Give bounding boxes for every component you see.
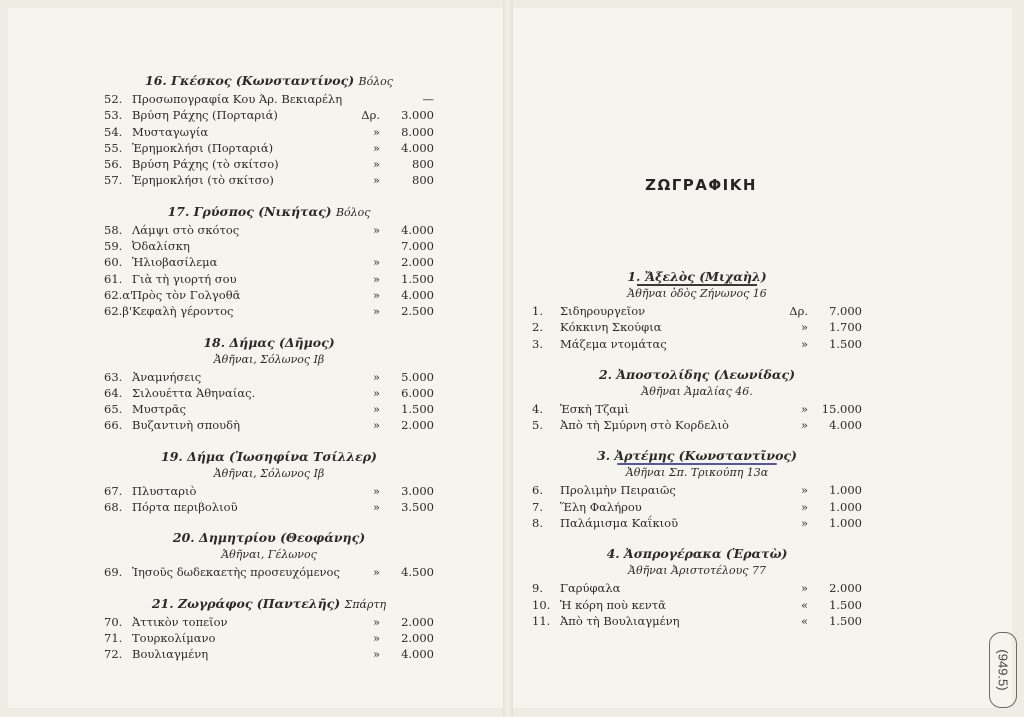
artwork-title: Μυσταγωγία xyxy=(132,124,209,139)
artist-entry xyxy=(532,447,862,531)
artwork-row xyxy=(104,417,434,433)
artwork-number: 62.β' xyxy=(104,304,133,319)
archive-stamp xyxy=(989,632,1017,708)
artwork-title: Βρύση Ράχης (τὸ σκίτσο) xyxy=(132,157,279,172)
artwork-price: 6.000 xyxy=(401,385,434,400)
artwork-row xyxy=(104,254,434,270)
artwork-title: Τουρκολίμανο xyxy=(132,630,216,645)
artwork-row xyxy=(532,303,862,319)
artwork-row xyxy=(104,630,434,646)
artwork-row xyxy=(104,140,434,156)
artwork-title: Ἀπὸ τὴ Σμύρνη στὸ Κορδελιὸ xyxy=(560,418,729,433)
artwork-row xyxy=(104,614,434,630)
artwork-row xyxy=(104,646,434,662)
artwork-currency: » xyxy=(372,483,380,498)
artwork-currency: » xyxy=(372,140,380,155)
artwork-title: Γιὰ τὴ γιορτή σου xyxy=(132,271,237,286)
artwork-title: Ἐσκὴ Τζαμὶ xyxy=(560,401,630,416)
artwork-price: 1.000 xyxy=(829,499,862,514)
artwork-price: 1.500 xyxy=(401,271,434,286)
artwork-currency xyxy=(344,238,390,254)
artist-address: Ἀθῆναι, Σόλωνος Ιβ xyxy=(213,352,325,366)
artwork-row xyxy=(532,597,862,613)
artist-heading xyxy=(532,447,862,465)
artist-entry xyxy=(532,366,862,434)
artwork-row xyxy=(104,238,434,254)
artwork-title: Ἐρημοκλήσι (τὸ σκίτσο) xyxy=(132,173,274,188)
artwork-row xyxy=(104,287,434,303)
artwork-title: Προσωπογραφία Κου Άρ. Βεκιαρέλη xyxy=(132,92,343,106)
artist-entry xyxy=(104,72,434,189)
artwork-title: Ἀττικὸν τοπεῖον xyxy=(132,614,228,629)
artwork-price: 2.500 xyxy=(401,304,434,319)
artwork-row xyxy=(104,401,434,417)
artwork-title: Προλιμὴν Πειραιῶς xyxy=(560,483,676,498)
artwork-title: Ἡ κόρη ποὺ κεντᾶ xyxy=(560,597,666,612)
artwork-number: 59. xyxy=(104,239,123,254)
artwork-title: Πόρτα περιβολιοῦ xyxy=(132,500,238,515)
artwork-currency: » xyxy=(800,418,808,433)
artwork-currency: » xyxy=(800,581,808,596)
artwork-price: 15.000 xyxy=(821,401,862,416)
artwork-price: 3.000 xyxy=(401,483,434,498)
artist-city: Βόλος xyxy=(358,75,393,88)
artist-name: 4. Ἀσπρογέρακα (Ἐρατὼ) xyxy=(606,546,788,562)
artist-name: 21. Ζωγράφος (Παντελῆς) xyxy=(151,595,341,611)
artwork-row xyxy=(104,271,434,287)
artwork-price: 800 xyxy=(412,173,434,188)
artist-heading xyxy=(532,268,862,286)
artwork-title: Ἕλη Φαλήρου xyxy=(560,499,642,514)
artwork-row xyxy=(104,91,434,107)
artwork-currency: » xyxy=(372,173,380,188)
artwork-title: Ἡλιοβασίλεμα xyxy=(132,255,218,270)
artwork-title: Πρὸς τὸν Γολγοθᾶ xyxy=(132,287,241,302)
artwork-row xyxy=(104,499,434,515)
artwork-row xyxy=(104,156,434,172)
artist-name: 20. Δημητρίου (Θεοφάνης) xyxy=(172,530,366,546)
artwork-currency: » xyxy=(372,630,380,645)
artwork-number: 9. xyxy=(532,581,543,596)
artist-address: Ἀθῆναι Ἀριστοτέλους 77 xyxy=(628,564,766,578)
artwork-currency: » xyxy=(372,500,380,515)
artwork-currency xyxy=(344,91,390,107)
artwork-number: 1. xyxy=(532,304,543,318)
artist-name: 18. Δήμας (Δῆμος) xyxy=(203,334,335,350)
artist-address: Ἀθῆναι Ἀμαλίας 46. xyxy=(641,384,753,398)
artwork-number: 52. xyxy=(104,92,123,106)
artwork-title: Σιδηρουργεῖον xyxy=(560,304,646,318)
artwork-number: 4. xyxy=(532,401,543,416)
artwork-currency: « xyxy=(800,613,808,628)
artwork-title: Κόκκινη Σκούφια xyxy=(560,320,662,335)
artist-name: 3. Ἀρτέμης (Κωνσταντῖνος) xyxy=(597,448,797,464)
artwork-number: 55. xyxy=(104,140,123,155)
artwork-currency: Δρ. xyxy=(789,304,808,318)
artwork-currency: » xyxy=(800,516,808,531)
artwork-currency: » xyxy=(372,402,380,417)
artwork-row xyxy=(104,385,434,401)
artwork-row xyxy=(104,124,434,140)
section-heading xyxy=(596,176,806,194)
artwork-price: 2.000 xyxy=(401,255,434,270)
artist-entry xyxy=(104,595,434,663)
artwork-currency: » xyxy=(372,647,380,662)
artwork-currency: » xyxy=(372,385,380,400)
artwork-number: 6. xyxy=(532,483,543,498)
artwork-row xyxy=(104,222,434,238)
artwork-number: 72. xyxy=(104,647,123,662)
artwork-price: 7.000 xyxy=(401,239,434,254)
artist-heading xyxy=(104,529,434,547)
artist-heading xyxy=(104,203,434,222)
artwork-title: Βουλιαγμένη xyxy=(132,647,209,662)
artwork-currency: » xyxy=(372,418,380,433)
artwork-row xyxy=(532,515,862,531)
artwork-currency: » xyxy=(800,483,808,498)
artwork-currency: » xyxy=(372,369,380,384)
artwork-price: 4.000 xyxy=(401,647,434,662)
artwork-currency: » xyxy=(372,271,380,286)
artwork-number: 56. xyxy=(104,157,123,172)
section-heading-text: ΖΩΓΡΑΦΙΚΗ xyxy=(645,176,757,194)
artwork-title: Βρύση Ράχης (Πορταριά) xyxy=(132,108,278,123)
artwork-price: 2.000 xyxy=(401,630,434,645)
artist-entry xyxy=(104,334,434,434)
artist-name: 19. Δήμα (Ἰωσηφίνα Τσίλλερ) xyxy=(161,448,377,464)
artist-address: Ἀθῆναι, Σόλωνος Ιβ xyxy=(213,466,325,480)
artwork-price: 1.500 xyxy=(829,336,862,351)
artwork-currency: » xyxy=(372,157,380,172)
artwork-number: 62.α' xyxy=(104,287,134,302)
artwork-row xyxy=(104,483,434,499)
archive-stamp-text: (949.5) xyxy=(995,649,1011,691)
artwork-price: 2.000 xyxy=(401,614,434,629)
artwork-price: 4.000 xyxy=(401,287,434,302)
artwork-row xyxy=(104,369,434,385)
artwork-title: Παλάμισμα Καΐκιοῦ xyxy=(560,516,679,531)
artist-heading xyxy=(532,545,862,563)
artist-entry xyxy=(532,545,862,629)
artwork-row xyxy=(532,499,862,515)
artist-name: 2. Ἀποστολίδης (Λεωνίδας) xyxy=(598,366,796,382)
artwork-price: 1.000 xyxy=(829,516,862,531)
artwork-number: 67. xyxy=(104,483,123,498)
artwork-title: Μυστρᾶς xyxy=(132,402,186,417)
artwork-number: 70. xyxy=(104,614,123,629)
artwork-title: Πλυσταριὸ xyxy=(132,483,197,498)
artwork-price: 1.500 xyxy=(829,597,862,612)
artwork-number: 63. xyxy=(104,369,123,384)
artwork-number: 60. xyxy=(104,255,123,270)
artwork-price: 1.500 xyxy=(829,613,862,628)
artwork-number: 71. xyxy=(104,630,123,645)
artist-entry xyxy=(104,529,434,580)
artwork-title: Σιλουέττα Ἀθηναίας. xyxy=(132,385,256,400)
artist-heading xyxy=(532,366,862,384)
artwork-price: 3.000 xyxy=(401,108,434,123)
artwork-price: 1.500 xyxy=(401,402,434,417)
artist-entry xyxy=(532,268,862,352)
artwork-currency: « xyxy=(800,597,808,612)
artwork-title: Κεφαλὴ γέροντος xyxy=(132,304,234,319)
artwork-number: 61. xyxy=(104,271,123,286)
artist-address: Ἀθῆναι ὁδὸς Ζήνωνος 16 xyxy=(627,287,767,300)
artwork-number: 69. xyxy=(104,565,123,580)
artwork-price: 2.000 xyxy=(401,418,434,433)
artwork-row xyxy=(532,613,862,629)
artwork-number: 5. xyxy=(532,418,543,433)
artwork-number: 53. xyxy=(104,108,123,123)
artwork-title: Βυζαντινὴ σπουδὴ xyxy=(132,418,240,433)
artwork-number: 66. xyxy=(104,418,123,433)
artwork-title: Λάμψι στὸ σκότος xyxy=(132,222,240,237)
artwork-number: 8. xyxy=(532,516,543,531)
artist-name: 17. Γρύσπος (Νικήτας) xyxy=(167,203,332,219)
artwork-row xyxy=(532,580,862,596)
artist-address: Ἀθῆναι, Γέλωνος xyxy=(221,548,317,562)
artist-address: Ἀθῆναι Σπ. Τρικούπη 13α xyxy=(625,466,769,480)
artwork-price: 800 xyxy=(412,157,434,172)
artist-entry xyxy=(104,203,434,320)
artwork-number: 10. xyxy=(532,597,551,612)
artwork-row xyxy=(104,303,434,319)
artwork-currency: » xyxy=(372,287,380,302)
artwork-currency: » xyxy=(372,255,380,270)
artwork-currency: » xyxy=(800,320,808,335)
artwork-row xyxy=(532,417,862,433)
right-catalog-column xyxy=(532,268,862,629)
artwork-row xyxy=(532,319,862,335)
artist-city: Βόλος xyxy=(335,205,371,219)
artist-heading xyxy=(104,595,434,614)
artwork-title: Ὀδαλίσκη xyxy=(132,239,190,254)
artist-entry xyxy=(104,448,434,516)
artwork-number: 57. xyxy=(104,173,123,188)
left-catalog-column xyxy=(104,72,434,663)
artwork-number: 11. xyxy=(532,613,551,628)
artwork-row xyxy=(104,172,434,188)
artwork-currency: » xyxy=(800,401,808,416)
artwork-currency: » xyxy=(372,614,380,629)
artwork-title: Ἀπὸ τὴ Βουλιαγμένη xyxy=(560,613,680,628)
artwork-currency: » xyxy=(372,124,380,139)
artwork-title: Ἀναμνήσεις xyxy=(132,369,202,384)
artwork-price: 2.000 xyxy=(829,581,862,596)
artwork-title: Ἐρημοκλήσι (Πορταριά) xyxy=(132,140,274,155)
artwork-currency: » xyxy=(372,304,380,319)
artwork-currency: Δρ. xyxy=(361,108,380,123)
artwork-price: 5.000 xyxy=(401,369,434,384)
artwork-number: 3. xyxy=(532,336,543,351)
artwork-price: 1.700 xyxy=(829,320,862,335)
artwork-number: 64. xyxy=(104,385,123,400)
artist-heading xyxy=(104,334,434,352)
artwork-price: 4.500 xyxy=(401,565,434,580)
artist-heading xyxy=(104,448,434,466)
artwork-number: 2. xyxy=(532,320,543,335)
artwork-row xyxy=(104,107,434,123)
artwork-title: Ἰησοῦς δωδεκαετὴς προσευχόμενος xyxy=(132,565,340,580)
artwork-price: 8.000 xyxy=(401,124,434,139)
artwork-price: — xyxy=(422,92,434,106)
artwork-currency: » xyxy=(800,336,808,351)
artwork-row xyxy=(532,482,862,498)
artwork-currency: » xyxy=(372,222,380,237)
artwork-currency: » xyxy=(800,499,808,514)
artist-heading xyxy=(104,72,434,91)
artist-city: Σπάρτη xyxy=(344,597,387,611)
artwork-price: 1.000 xyxy=(829,483,862,498)
artwork-number: 68. xyxy=(104,500,123,515)
artwork-number: 58. xyxy=(104,222,123,237)
artwork-price: 4.000 xyxy=(829,418,862,433)
artwork-price: 4.000 xyxy=(401,222,434,237)
artwork-currency: » xyxy=(372,565,380,580)
artist-name: 1. Ἄξελὸς (Μιχαὴλ) xyxy=(627,269,767,284)
artwork-number: 54. xyxy=(104,124,123,139)
page-fold xyxy=(503,0,513,717)
artwork-price: 4.000 xyxy=(401,140,434,155)
artwork-title: Γαρύφαλα xyxy=(560,581,621,596)
artwork-row xyxy=(104,564,434,580)
artwork-title: Μάζεμα ντομάτας xyxy=(560,336,667,351)
artwork-row xyxy=(532,336,862,352)
artwork-number: 7. xyxy=(532,499,543,514)
artwork-price: 3.500 xyxy=(401,500,434,515)
artwork-price: 7.000 xyxy=(829,304,862,318)
artist-name: 16. Γκέσκος (Κωνσταντίνος) xyxy=(145,73,355,88)
artwork-number: 65. xyxy=(104,402,123,417)
artwork-row xyxy=(532,401,862,417)
